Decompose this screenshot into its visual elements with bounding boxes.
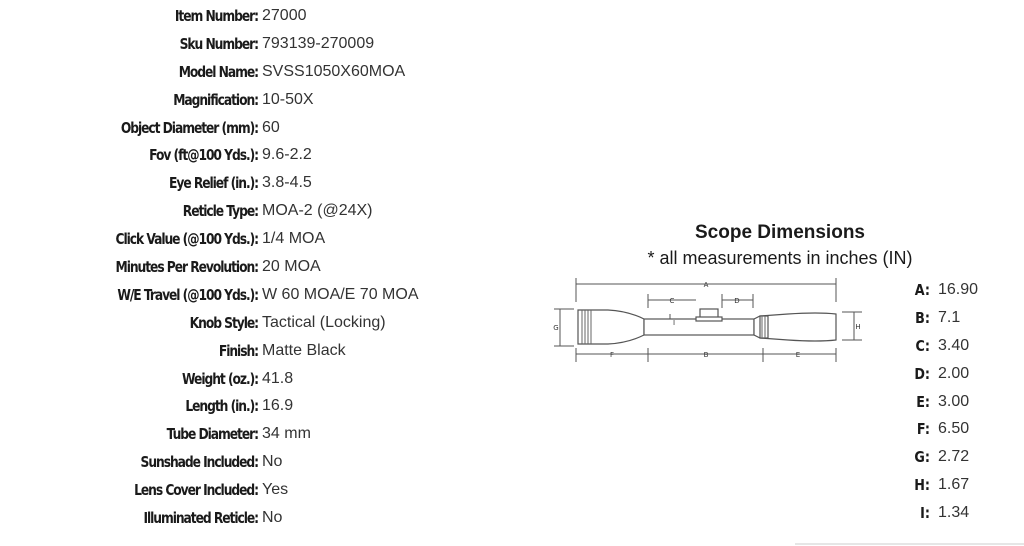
spec-row xyxy=(0,169,460,197)
spec-value: 20 MOA xyxy=(262,257,321,275)
dimension-key: G: xyxy=(914,448,930,467)
spec-label: Reticle Type: xyxy=(182,202,258,221)
spec-label: Tube Diameter: xyxy=(166,425,258,444)
spec-row xyxy=(0,504,460,532)
dimension-row xyxy=(900,415,1020,443)
spec-label: Click Value (@100 Yds.): xyxy=(115,230,258,249)
spec-row xyxy=(0,114,460,142)
spec-value: 60 xyxy=(262,118,280,136)
spec-value: Yes xyxy=(262,481,289,499)
spec-value: 16.9 xyxy=(262,397,294,415)
spec-table xyxy=(0,2,460,532)
spec-value: No xyxy=(262,453,283,471)
dimension-value: 3.40 xyxy=(938,336,970,354)
spec-value: SVSS1050X60MOA xyxy=(262,62,406,80)
dimension-row xyxy=(900,360,1020,388)
spec-row xyxy=(0,58,460,86)
dimensions-title: Scope Dimensions xyxy=(695,222,865,243)
spec-label: Item Number: xyxy=(174,6,258,25)
dimension-value: 7.1 xyxy=(938,308,961,326)
diagram-letter: H xyxy=(855,323,861,331)
dimension-row xyxy=(900,471,1020,499)
dimension-value: 16.90 xyxy=(938,280,979,298)
dimension-value: 6.50 xyxy=(938,420,970,438)
divider xyxy=(795,543,1024,545)
dimension-row xyxy=(900,388,1020,416)
dimension-value: 1.67 xyxy=(938,476,970,494)
dimension-row xyxy=(900,499,1020,527)
spec-row xyxy=(0,448,460,476)
dimension-key: E: xyxy=(916,392,930,411)
spec-value: 793139-270009 xyxy=(262,34,375,52)
spec-row xyxy=(0,253,460,281)
spec-value: 27000 xyxy=(262,6,307,24)
diagram-letter: F xyxy=(609,351,615,359)
spec-label: Object Diameter (mm): xyxy=(120,118,258,137)
diagram-letter: D xyxy=(734,297,740,305)
spec-label: Length (in.): xyxy=(185,397,258,416)
diagram-letter: E xyxy=(795,351,801,359)
diagram-letter: G xyxy=(553,324,559,332)
dimensions-subtitle: * all measurements in inches (IN) xyxy=(647,248,913,268)
spec-value: 34 mm xyxy=(262,425,311,443)
dimensions-heading xyxy=(600,220,960,270)
spec-label: Fov (ft@100 Yds.): xyxy=(149,146,258,165)
dimension-row xyxy=(900,332,1020,360)
dimension-key: D: xyxy=(914,364,930,383)
spec-value: 1/4 MOA xyxy=(262,230,326,248)
dimensions-list xyxy=(900,276,1020,527)
spec-row xyxy=(0,392,460,420)
spec-row xyxy=(0,420,460,448)
dimension-key: B: xyxy=(915,308,930,327)
spec-label: Finish: xyxy=(218,341,258,360)
spec-label: Lens Cover Included: xyxy=(134,481,258,500)
spec-label: Illuminated Reticle: xyxy=(143,508,258,527)
spec-row xyxy=(0,476,460,504)
spec-label: Model Name: xyxy=(178,62,258,81)
spec-row xyxy=(0,365,460,393)
dimension-row xyxy=(900,443,1020,471)
spec-label: Sunshade Included: xyxy=(140,453,258,472)
dimension-row xyxy=(900,304,1020,332)
spec-row xyxy=(0,281,460,309)
spec-value: W 60 MOA/E 70 MOA xyxy=(262,285,419,303)
spec-row xyxy=(0,141,460,169)
scope-diagram xyxy=(548,272,870,368)
spec-label: Eye Relief (in.): xyxy=(169,174,258,193)
dimension-key: A: xyxy=(914,280,930,299)
spec-value: Matte Black xyxy=(262,341,346,359)
spec-value: 10-50X xyxy=(262,90,314,108)
diagram-letter: C xyxy=(669,297,675,305)
diagram-letter: A xyxy=(703,281,709,289)
spec-row xyxy=(0,30,460,58)
dimension-row xyxy=(900,276,1020,304)
dimension-value: 3.00 xyxy=(938,392,970,410)
spec-row xyxy=(0,2,460,30)
dimension-key: I: xyxy=(920,504,930,523)
dimension-value: 1.34 xyxy=(938,504,970,522)
diagram-letter: I xyxy=(672,319,676,327)
spec-label: Minutes Per Revolution: xyxy=(115,257,258,276)
dimension-value: 2.72 xyxy=(938,448,970,466)
diagram-letter: B xyxy=(703,351,709,359)
spec-value: 3.8-4.5 xyxy=(262,174,312,192)
spec-value: 41.8 xyxy=(262,369,294,387)
spec-label: Sku Number: xyxy=(179,34,258,53)
spec-value: 9.6-2.2 xyxy=(262,146,312,164)
dimension-key: H: xyxy=(914,476,930,495)
spec-label: Knob Style: xyxy=(189,313,258,332)
spec-row xyxy=(0,309,460,337)
spec-row xyxy=(0,86,460,114)
spec-label: W/E Travel (@100 Yds.): xyxy=(117,285,258,304)
spec-row xyxy=(0,337,460,365)
dimension-key: C: xyxy=(915,336,930,355)
spec-label: Weight (oz.): xyxy=(181,369,258,388)
spec-row xyxy=(0,197,460,225)
spec-value: Tactical (Locking) xyxy=(262,313,386,331)
spec-value: No xyxy=(262,508,283,526)
spec-row xyxy=(0,225,460,253)
spec-value: MOA-2 (@24X) xyxy=(262,202,373,220)
spec-label: Magnification: xyxy=(173,90,258,109)
dimension-key: F: xyxy=(916,420,930,439)
dimension-value: 2.00 xyxy=(938,364,970,382)
